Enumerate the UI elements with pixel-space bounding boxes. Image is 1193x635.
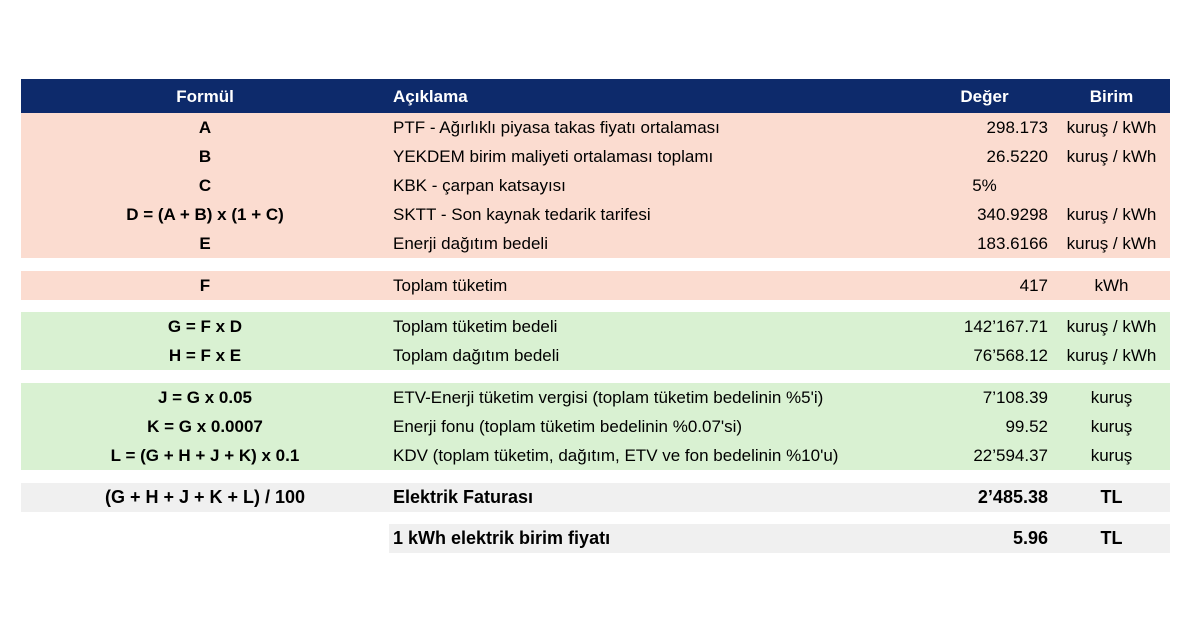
- description-cell: Toplam tüketim bedeli: [393, 317, 558, 336]
- value-cell: 417: [1019, 276, 1048, 295]
- description-cell: Toplam dağıtım bedeli: [393, 346, 560, 365]
- table-row: [21, 312, 1170, 341]
- value-cell: 340.9298: [977, 205, 1048, 224]
- value-cell: 5%: [972, 176, 997, 195]
- formula-cell: E: [199, 234, 211, 253]
- formula-cell: H = F x E: [168, 346, 242, 365]
- table-row: [21, 200, 1170, 229]
- description-cell: YEKDEM birim maliyeti ortalaması toplamı: [393, 147, 714, 166]
- table-row: [21, 383, 1170, 412]
- total-description: Elektrik Faturası: [393, 487, 534, 507]
- table-row: [21, 171, 1170, 200]
- total-row: [21, 483, 1170, 512]
- unit-cell: kuruş / kWh: [1066, 147, 1157, 166]
- header-unit: Birim: [1089, 87, 1134, 106]
- unit-cell: [1053, 171, 1170, 200]
- total-value: 2’485.38: [977, 487, 1048, 507]
- description-cell: KDV (toplam tüketim, dağıtım, ETV ve fon bedelinin %10'u): [393, 446, 839, 465]
- formula-cell: D = (A + B) x (1 + C): [126, 205, 284, 224]
- description-cell: Enerji dağıtım bedeli: [393, 234, 548, 253]
- formula-cell: C: [198, 176, 212, 195]
- header-description: Açıklama: [393, 87, 468, 106]
- table-row: [21, 441, 1170, 470]
- unit-cell: kuruş / kWh: [1066, 346, 1157, 365]
- unit-cell: kuruş: [1090, 417, 1133, 436]
- table-row: [21, 341, 1170, 370]
- unit-price-row: [389, 524, 1170, 553]
- unit-cell: kuruş: [1090, 388, 1133, 407]
- value-cell: 7’108.39: [982, 388, 1048, 407]
- formula-cell: J = G x 0.05: [157, 388, 253, 407]
- table-row: [21, 142, 1170, 171]
- value-cell: 26.5220: [986, 147, 1048, 166]
- value-cell: 99.52: [1005, 417, 1048, 436]
- description-cell: Enerji fonu (toplam tüketim bedelinin %0.07'si): [393, 417, 743, 436]
- value-cell: 76’568.12: [973, 346, 1048, 365]
- description-cell: SKTT - Son kaynak tedarik tarifesi: [393, 205, 651, 224]
- unit-price-description: 1 kWh elektrik birim fiyatı: [393, 528, 611, 548]
- unit-price-unit: TL: [1100, 528, 1123, 548]
- formula-cell: G = F x D: [167, 317, 243, 336]
- table-row: [21, 271, 1170, 300]
- table-row: [21, 412, 1170, 441]
- unit-price-value: 5.96: [1012, 528, 1048, 548]
- value-cell: 298.173: [986, 118, 1048, 137]
- header-formula: Formül: [176, 87, 234, 106]
- value-cell: 22’594.37: [973, 446, 1048, 465]
- unit-cell: kuruş / kWh: [1066, 317, 1157, 336]
- formula-cell: B: [198, 147, 212, 166]
- description-cell: PTF - Ağırlıklı piyasa takas fiyatı ortalaması: [393, 118, 720, 137]
- description-cell: ETV-Enerji tüketim vergisi (toplam tüketim bedelinin %5'i): [393, 388, 824, 407]
- unit-cell: kuruş / kWh: [1066, 118, 1157, 137]
- formula-cell: A: [198, 118, 212, 137]
- table-header: [21, 79, 1170, 113]
- unit-cell: kuruş: [1090, 446, 1133, 465]
- total-formula: (G + H + J + K + L) / 100: [104, 487, 306, 507]
- formula-cell: F: [199, 276, 211, 295]
- value-cell: 142’167.71: [963, 317, 1048, 336]
- description-cell: Toplam tüketim: [393, 276, 508, 295]
- table-row: [21, 113, 1170, 142]
- value-cell: 183.6166: [977, 234, 1048, 253]
- description-cell: KBK - çarpan katsayısı: [393, 176, 566, 195]
- unit-cell: kWh: [1094, 276, 1129, 295]
- formula-cell: L = (G + H + J + K) x 0.1: [110, 446, 300, 465]
- header-value: Değer: [960, 87, 1009, 106]
- formula-cell: K = G x 0.0007: [147, 417, 263, 436]
- unit-cell: kuruş / kWh: [1066, 205, 1157, 224]
- unit-cell: kuruş / kWh: [1066, 234, 1157, 253]
- table-row: [21, 229, 1170, 258]
- total-unit: TL: [1100, 487, 1123, 507]
